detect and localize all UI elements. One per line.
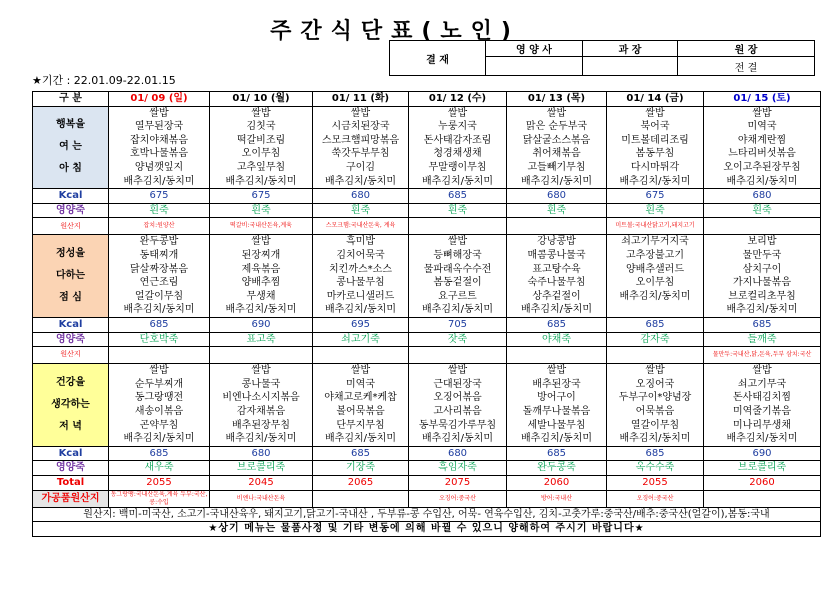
meal-row [33, 106, 821, 189]
kcal-row [33, 446, 821, 461]
menu-item: 쌀밥 [645, 107, 665, 119]
processed-origin-note: 비엔나:국내산돈육 [210, 490, 313, 507]
menu-cell [109, 364, 210, 447]
menu-item: 완두콩밥 [139, 236, 179, 248]
menu-cell [109, 106, 210, 189]
juk-row [33, 461, 821, 476]
menu-item: 삼치구이 [742, 263, 782, 275]
menu-item: 쌀밥 [447, 236, 468, 248]
menu-item: 마카로니샐러드 [326, 290, 395, 302]
menu-item: 취어채볶음 [532, 148, 581, 160]
juk-value: 완두콩죽 [507, 461, 607, 476]
day-header: 01/ 10 (월) [210, 92, 313, 107]
meal-row [33, 364, 821, 447]
processed-origin-note: 오징어:중국산 [409, 490, 507, 507]
menu-item: 등뼈해장국 [433, 249, 482, 261]
menu-item: 닭살굴소스볶음 [522, 134, 591, 146]
juk-value: 감자죽 [607, 332, 704, 347]
menu-item: 쌀밥 [350, 365, 371, 377]
menu-item: 물만두국 [742, 249, 782, 261]
menu-item: 배추김치/동치미 [619, 175, 691, 187]
menu-item: 얼갈이무침 [134, 290, 184, 302]
day-header-row [33, 92, 821, 107]
menu-item: 누룽지국 [438, 121, 477, 133]
approval-table [389, 40, 815, 76]
origin-note [704, 218, 821, 235]
menu-item: 배추김치/동치미 [619, 290, 691, 302]
menu-item: 치킨까스*소스 [329, 263, 392, 275]
menu-item: 돌깨무나물볶음 [522, 405, 591, 417]
origin-note [507, 218, 607, 235]
menu-item: 미트볼데리조림 [621, 134, 689, 146]
menu-item: 구이김 [346, 161, 375, 173]
menu-item: 배추김치/동치미 [123, 304, 195, 316]
processed-origin-note: 오징어:중국산 [607, 490, 704, 507]
menu-item: 돈사태김치찜 [733, 392, 791, 404]
origin-note [313, 347, 409, 364]
juk-value: 흑임자죽 [409, 461, 507, 476]
processed-origin-note: 방어:국내산 [507, 490, 607, 507]
juk-value: 흰죽 [507, 203, 607, 218]
total-label: Total [33, 475, 109, 490]
juk-row [33, 203, 821, 218]
menu-item: 비엔나소시지볶음 [222, 392, 300, 404]
juk-value: 들깨죽 [704, 332, 821, 347]
menu-item: 배추김치/동치미 [422, 175, 493, 187]
menu-item: 단무지무침 [336, 419, 385, 431]
menu-item: 요구르트 [438, 290, 477, 302]
menu-item: 쌀밥 [447, 107, 468, 119]
menu-item: 오징어볶음 [433, 392, 482, 404]
header-label: 구 분 [33, 92, 109, 107]
menu-item: 쌀밥 [546, 107, 567, 119]
total-value: 2060 [704, 475, 821, 490]
menu-item: 배추김치/동치미 [325, 175, 396, 187]
menu-item: 쌀밥 [251, 236, 271, 248]
menu-item: 감자채볶음 [236, 405, 286, 417]
menu-item: 미나리무생채 [733, 419, 791, 431]
origin-note [507, 347, 607, 364]
kcal-value: 695 [313, 317, 409, 332]
juk-value: 옥수수죽 [607, 461, 704, 476]
menu-item: 야채고로케*케찹 [324, 392, 397, 404]
menu-table [32, 91, 821, 537]
menu-cell [109, 235, 210, 318]
menu-item: 오이고추된장무침 [723, 161, 801, 173]
juk-value: 브로콜리죽 [704, 461, 821, 476]
menu-item: 느타리버섯볶음 [728, 148, 796, 160]
kcal-value: 685 [507, 446, 607, 461]
kcal-value: 680 [210, 446, 313, 461]
menu-cell [313, 106, 409, 189]
menu-item: 배추된장무침 [232, 419, 290, 431]
menu-item: 쌀밥 [752, 365, 772, 377]
kcal-row [33, 317, 821, 332]
period-label: ★기간 : 22.01.09-22.01.15 [32, 74, 176, 87]
juk-value: 쇠고기죽 [313, 332, 409, 347]
menu-item: 봄동겉절이 [433, 277, 482, 289]
menu-item: 세발나물무침 [527, 419, 586, 431]
menu-item: 쌀밥 [251, 365, 271, 377]
processed-origin-note: 동그랑땡:국내산돈육,계육 두부:국산,콩:수입 [109, 490, 210, 507]
day-header: 01/ 15 (토) [704, 92, 821, 107]
menu-item: 쌀밥 [149, 107, 169, 119]
menu-item: 곤약무침 [139, 419, 179, 431]
origin-label: 원산지 [33, 218, 109, 235]
section-label-line: 정성을 [56, 248, 85, 260]
origin-note: 물만두:국내산,닭,돈육,두부 삼치:국산 [704, 347, 821, 364]
origin-note [607, 347, 704, 364]
menu-item: 쇠고기무거지국 [621, 236, 689, 248]
juk-value: 표고죽 [210, 332, 313, 347]
menu-item: 동부묵김가루무침 [418, 419, 497, 431]
menu-item: 돈사태감자조림 [423, 134, 492, 146]
menu-cell [313, 235, 409, 318]
menu-item: 오이무침 [241, 148, 281, 160]
total-value: 2065 [313, 475, 409, 490]
menu-item: 배추김치/동치미 [225, 304, 297, 316]
menu-item: 배추김치/동치미 [521, 304, 592, 316]
menu-item: 배추김치/동치미 [521, 433, 592, 445]
day-header: 01/ 11 (화) [313, 92, 409, 107]
kcal-label: Kcal [33, 446, 109, 461]
origin-note: 스모크햄:국내산돈육, 계육 [313, 218, 409, 235]
menu-item: 호박나물볶음 [130, 148, 188, 160]
menu-item: 배추김치/동치미 [422, 433, 493, 445]
day-header: 01/ 09 (일) [109, 92, 210, 107]
menu-item: 맑은 순두부국 [525, 121, 588, 133]
kcal-value: 675 [109, 189, 210, 204]
menu-item: 야채계란찜 [737, 134, 787, 146]
menu-item: 쇠고기무국 [737, 378, 787, 390]
menu-cell [210, 364, 313, 447]
approval-header-director: 원 장 [678, 41, 815, 57]
juk-value: 브로콜리죽 [210, 461, 313, 476]
kcal-value: 685 [109, 446, 210, 461]
total-value: 2060 [507, 475, 607, 490]
menu-cell [409, 364, 507, 447]
menu-item: 다시마튀각 [630, 161, 680, 173]
total-value: 2055 [607, 475, 704, 490]
kcal-value: 685 [704, 317, 821, 332]
menu-cell [210, 106, 313, 189]
juk-value: 흰죽 [704, 203, 821, 218]
total-row [33, 475, 821, 490]
section-label-line: 다하는 [56, 270, 85, 282]
menu-cell [704, 364, 821, 447]
footer-origin: 원산지: 백미-미국산, 소고기-국내산육우, 돼지고기,닭고기-국내산 , 두부류-콩 수입산, 어묵- 연육수입산, 김치-고춧가루:중국산/배추:중국산(얼갈이),봄동:국내 [33, 507, 821, 522]
processed-origin-note [704, 490, 821, 507]
menu-item: 숙주나물무침 [527, 277, 586, 289]
kcal-value: 680 [704, 189, 821, 204]
meal-row [33, 235, 821, 318]
juk-value: 잣죽 [409, 332, 507, 347]
menu-item: 쌀밥 [251, 107, 271, 119]
menu-item: 배추김치/동치미 [325, 433, 396, 445]
menu-cell [409, 106, 507, 189]
menu-item: 배추김치/동치미 [726, 433, 798, 445]
section-label-line: 저 녁 [59, 420, 82, 432]
total-value: 2055 [109, 475, 210, 490]
menu-item: 동그랑땡전 [134, 392, 184, 404]
menu-item: 상추겉절이 [532, 290, 581, 302]
origin-note: 미트볼:국내산닭고기,돼지고기 [607, 218, 704, 235]
juk-value: 기장죽 [313, 461, 409, 476]
menu-item: 청경채생채 [433, 148, 482, 160]
menu-item: 배추김치/동치미 [123, 175, 195, 187]
kcal-value: 685 [607, 446, 704, 461]
kcal-value: 675 [607, 189, 704, 204]
menu-item: 무말랭이무침 [428, 161, 487, 173]
menu-item: 미역국 [346, 378, 375, 390]
menu-item: 새송이볶음 [134, 405, 184, 417]
menu-item: 콩나물국 [241, 378, 281, 390]
menu-item: 떡갈비조림 [236, 134, 286, 146]
menu-item: 고추장불고기 [626, 249, 684, 261]
menu-item: 고추잎무침 [236, 161, 286, 173]
origin-note [210, 347, 313, 364]
menu-item: 오이무침 [635, 277, 675, 289]
menu-item: 제육볶음 [241, 263, 281, 275]
kcal-label: Kcal [33, 317, 109, 332]
menu-item: 배추김치/동치미 [726, 175, 798, 187]
section-label [33, 364, 109, 447]
menu-cell [507, 364, 607, 447]
menu-item: 방어구이 [537, 392, 576, 404]
menu-item: 배추김치/동치미 [225, 433, 297, 445]
juk-label: 영양죽 [33, 332, 109, 347]
menu-cell [313, 364, 409, 447]
menu-cell [704, 106, 821, 189]
kcal-value: 685 [507, 317, 607, 332]
menu-cell [409, 235, 507, 318]
menu-item: 열갈이무침 [630, 419, 680, 431]
approval-label: 결 재 [390, 41, 486, 76]
menu-item: 배추김치/동치미 [422, 304, 493, 316]
juk-value: 단호박죽 [109, 332, 210, 347]
menu-item: 쌀밥 [350, 107, 371, 119]
total-value: 2075 [409, 475, 507, 490]
menu-item: 흑미밥 [346, 236, 375, 248]
menu-item: 볼어묵볶음 [336, 405, 385, 417]
menu-item: 근대된장국 [433, 378, 482, 390]
juk-value: 야채죽 [507, 332, 607, 347]
menu-item: 배추김치/동치미 [225, 175, 297, 187]
menu-item: 시금치된장국 [331, 121, 390, 133]
menu-item: 물파래옥수수전 [423, 263, 492, 275]
menu-item: 연근조림 [139, 277, 179, 289]
footer-notice: ★상기 메뉴는 물품사정 및 기타 변동에 의해 바뀔 수 있으니 양해하여 주시기 바랍니다★ [33, 522, 821, 537]
menu-item: 매콤콩나물국 [527, 249, 586, 261]
menu-item: 양배추샐러드 [626, 263, 684, 275]
menu-item: 쌀밥 [149, 365, 169, 377]
menu-item [607, 303, 703, 317]
section-label-line: 점 심 [59, 292, 82, 304]
menu-item: 열무된장국 [134, 121, 184, 133]
menu-item: 쌀밥 [447, 365, 468, 377]
section-label-line: 아 침 [59, 163, 82, 175]
processed-origin-note [313, 490, 409, 507]
menu-item: 고들빼기무침 [527, 161, 586, 173]
kcal-value: 680 [313, 189, 409, 204]
juk-value: 흰죽 [607, 203, 704, 218]
footer-origin-row [33, 507, 821, 522]
processed-origin-label: 가공품원산지 [33, 490, 109, 507]
notice-row [33, 522, 821, 537]
kcal-row [33, 189, 821, 204]
juk-value: 흰죽 [313, 203, 409, 218]
origin-label: 원산지 [33, 347, 109, 364]
section-label-line: 생각하는 [51, 398, 90, 410]
menu-item: 동태찌개 [139, 249, 179, 261]
menu-cell [507, 235, 607, 318]
menu-item: 순두부찌개 [134, 378, 184, 390]
menu-item: 배추김치/동치미 [619, 433, 691, 445]
menu-item: 두부구이*양념장 [618, 392, 692, 404]
menu-item: 배추김치/동치미 [123, 433, 195, 445]
kcal-value: 680 [507, 189, 607, 204]
origin-note: 떡갈비:국내산돈육,계육 [210, 218, 313, 235]
section-label-line: 여 는 [59, 141, 82, 153]
menu-item: 배추김치/동치미 [521, 175, 592, 187]
juk-value: 새우죽 [109, 461, 210, 476]
menu-cell [704, 235, 821, 318]
approval-value-manager [583, 57, 678, 76]
kcal-value: 685 [109, 317, 210, 332]
menu-item: 배추김치/동치미 [726, 304, 798, 316]
approval-value-director: 전 결 [678, 57, 815, 76]
origin-note: 잡치:원양산 [109, 218, 210, 235]
menu-item: 잡치야채볶음 [130, 134, 188, 146]
menu-item: 보리밥 [747, 236, 777, 248]
juk-row [33, 332, 821, 347]
origin-note [409, 347, 507, 364]
approval-value-nutritionist [486, 57, 583, 76]
kcal-value: 685 [409, 189, 507, 204]
menu-item: 북어국 [640, 121, 670, 133]
juk-label: 영양죽 [33, 203, 109, 218]
total-value: 2045 [210, 475, 313, 490]
section-label-line: 행복을 [56, 119, 85, 131]
menu-cell [607, 235, 704, 318]
menu-item: 쌀밥 [546, 365, 567, 377]
kcal-value: 685 [313, 446, 409, 461]
menu-cell [607, 364, 704, 447]
menu-item: 미역줄기볶음 [733, 405, 791, 417]
approval-header-nutritionist: 영 양 사 [486, 41, 583, 57]
approval-header-manager: 과 장 [583, 41, 678, 57]
kcal-label: Kcal [33, 189, 109, 204]
juk-value: 흰죽 [409, 203, 507, 218]
page-title: 주간식단표(노인) [270, 19, 520, 44]
menu-item: 배추김치/동치미 [325, 304, 396, 316]
juk-value: 흰죽 [210, 203, 313, 218]
processed-origin-row [33, 490, 821, 507]
menu-item: 브로컬리초무침 [728, 290, 796, 302]
origin-row [33, 347, 821, 364]
menu-item: 쑥갓두부무침 [331, 148, 390, 160]
day-header: 01/ 12 (수) [409, 92, 507, 107]
kcal-value: 705 [409, 317, 507, 332]
menu-item: 콩나물무침 [336, 277, 385, 289]
kcal-value: 675 [210, 189, 313, 204]
menu-item: 김칫국 [246, 121, 276, 133]
section-label [33, 235, 109, 318]
day-header: 01/ 13 (목) [507, 92, 607, 107]
menu-item: 배추된장국 [532, 378, 581, 390]
menu-item: 양배추찜 [241, 277, 281, 289]
origin-row [33, 218, 821, 235]
menu-item: 무생채 [246, 290, 276, 302]
menu-cell [507, 106, 607, 189]
kcal-value: 690 [210, 317, 313, 332]
menu-cell [210, 235, 313, 318]
menu-item: 봄동무침 [635, 148, 675, 160]
menu-item: 가지나물볶음 [733, 277, 791, 289]
section-label-line: 건강을 [56, 376, 85, 388]
kcal-value: 685 [607, 317, 704, 332]
menu-item: 김치어묵국 [336, 249, 385, 261]
menu-cell [607, 106, 704, 189]
menu-item: 양념깻잎지 [134, 161, 184, 173]
menu-item: 미역국 [747, 121, 777, 133]
menu-item: 쌀밥 [645, 365, 665, 377]
kcal-value: 680 [409, 446, 507, 461]
menu-item: 고사리볶음 [433, 405, 482, 417]
section-label [33, 106, 109, 189]
menu-item: 닭살짜장볶음 [130, 263, 188, 275]
menu-item: 된장찌개 [241, 249, 281, 261]
menu-item: 표고탕수육 [532, 263, 581, 275]
menu-item: 강낭콩밥 [537, 236, 576, 248]
day-header: 01/ 14 (금) [607, 92, 704, 107]
menu-item: 스모크햄피망볶음 [321, 134, 400, 146]
menu-item: 쌀밥 [752, 107, 772, 119]
origin-note [109, 347, 210, 364]
menu-item: 어묵볶음 [635, 405, 675, 417]
origin-note [409, 218, 507, 235]
menu-item: 오징어국 [635, 378, 675, 390]
juk-label: 영양죽 [33, 461, 109, 476]
kcal-value: 690 [704, 446, 821, 461]
juk-value: 흰죽 [109, 203, 210, 218]
